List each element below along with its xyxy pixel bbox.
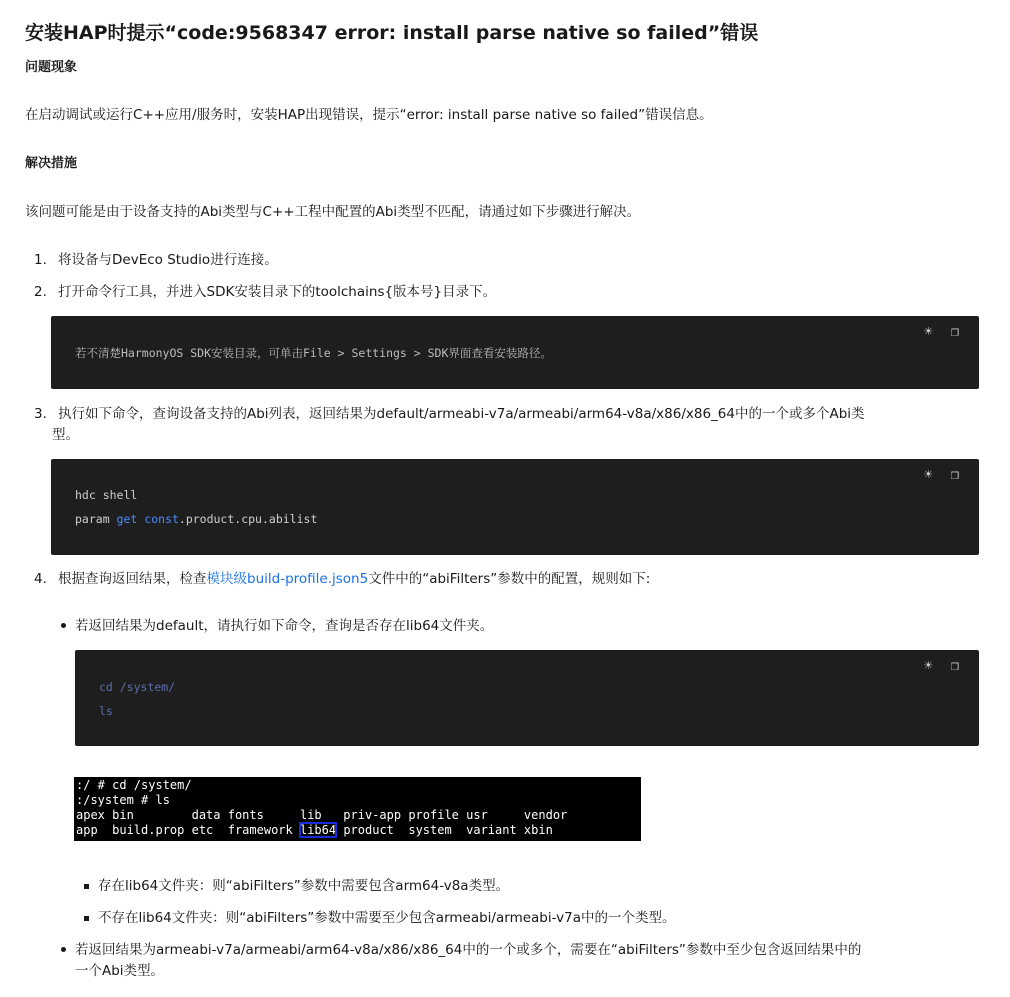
code-keyword: const — [144, 512, 179, 526]
step-number: 1. — [34, 252, 47, 268]
copy-icon[interactable]: ❐ — [950, 324, 959, 340]
terminal-token: app build.prop etc framework — [76, 823, 300, 837]
code-line-2 — [75, 507, 317, 531]
step-4 — [34, 569, 650, 589]
sub-bullet-lib64-missing: 不存在lib64文件夹：则“abiFilters”参数中需要至少包含armeabi/armeabi-v7a中的一个类型。 — [98, 910, 676, 926]
page-title: 安装HAP时提示“code:9568347 error: install parse native so failed”错误 — [25, 22, 759, 44]
terminal-line: apex bin data fonts lib priv-app profile usr vendor — [76, 808, 568, 822]
code-toolbar — [924, 658, 959, 674]
code-toolbar — [924, 324, 959, 340]
step-text: 文件中的“abiFilters”参数中的配置，规则如下: — [368, 571, 651, 587]
step-text: 执行如下命令，查询设备支持的Abi列表，返回结果为default/armeabi-v7a/armeabi/arm64-v8a/x86/x86_64中的一个或多个Abi类 — [58, 406, 865, 422]
bullet-abi-list-continued: 一个Abi类型。 — [75, 963, 165, 979]
step-3-continued: 型。 — [52, 427, 79, 443]
code-line-1: cd /system/ — [99, 680, 176, 694]
code-line-1: hdc shell — [75, 488, 138, 502]
lib64-highlight: lib64 — [299, 823, 337, 837]
sub-bullet-lib64-exists: 存在lib64文件夹：则“abiFilters”参数中需要包含arm64-v8a类型。 — [98, 878, 510, 894]
bullet-abi-list: 若返回结果为armeabi-v7a/armeabi/arm64-v8a/x86/x86_64中的一个或多个，需要在“abiFilters”参数中至少包含返回结果中的 — [75, 942, 862, 958]
theme-toggle-icon[interactable]: ☀ — [924, 467, 933, 483]
code-token: .product.cpu.abilist — [178, 512, 318, 526]
step-number: 2. — [34, 284, 47, 300]
step-text: 将设备与DevEco Studio进行连接。 — [58, 252, 278, 268]
step-text: 打开命令行工具，并进入SDK安装目录下的toolchains{版本号}目录下。 — [58, 284, 497, 300]
step-3 — [34, 404, 865, 424]
theme-toggle-icon[interactable]: ☀ — [924, 658, 933, 674]
bullet-default: 若返回结果为default，请执行如下命令，查询是否存在lib64文件夹。 — [75, 618, 494, 634]
terminal-line: :/ # cd /system/ — [76, 778, 192, 792]
code-block-abilist — [51, 459, 979, 555]
code-keyword: get — [116, 512, 138, 526]
bullet-marker — [61, 623, 66, 628]
sub-bullet-marker — [84, 916, 89, 921]
step-text: 根据查询返回结果，检查 — [58, 571, 207, 587]
step-1 — [34, 250, 278, 270]
copy-icon[interactable]: ❐ — [950, 658, 959, 674]
build-profile-link[interactable]: 模块级build-profile.json5 — [206, 571, 369, 587]
bullet-marker — [61, 947, 66, 952]
terminal-screenshot — [74, 777, 641, 841]
solution-intro: 该问题可能是由于设备支持的Abi类型与C++工程中配置的Abi类型不匹配，请通过如下步骤进行解决。 — [25, 204, 641, 220]
problem-text: 在启动调试或运行C++应用/服务时，安装HAP出现错误，提示“error: install parse native so failed”错误信息。 — [25, 107, 713, 123]
sub-bullet-marker — [84, 884, 89, 889]
code-block-ls — [75, 650, 979, 746]
code-token: param — [75, 512, 117, 526]
theme-toggle-icon[interactable]: ☀ — [924, 324, 933, 340]
terminal-line — [76, 823, 553, 838]
copy-icon[interactable]: ❐ — [950, 467, 959, 483]
note-text: 若不清楚HarmonyOS SDK安装目录，可单击File > Settings > SDK界面查看安装路径。 — [75, 346, 552, 360]
code-toolbar — [924, 467, 959, 483]
code-line-2: ls — [99, 704, 113, 718]
problem-heading: 问题现象 — [25, 60, 78, 75]
note-code-block — [51, 316, 979, 389]
step-number: 4. — [34, 571, 47, 587]
solution-heading: 解决措施 — [25, 156, 78, 171]
step-number: 3. — [34, 406, 47, 422]
step-2 — [34, 282, 496, 302]
terminal-token: product system variant xbin — [336, 823, 553, 837]
terminal-line: :/system # ls — [76, 793, 170, 807]
